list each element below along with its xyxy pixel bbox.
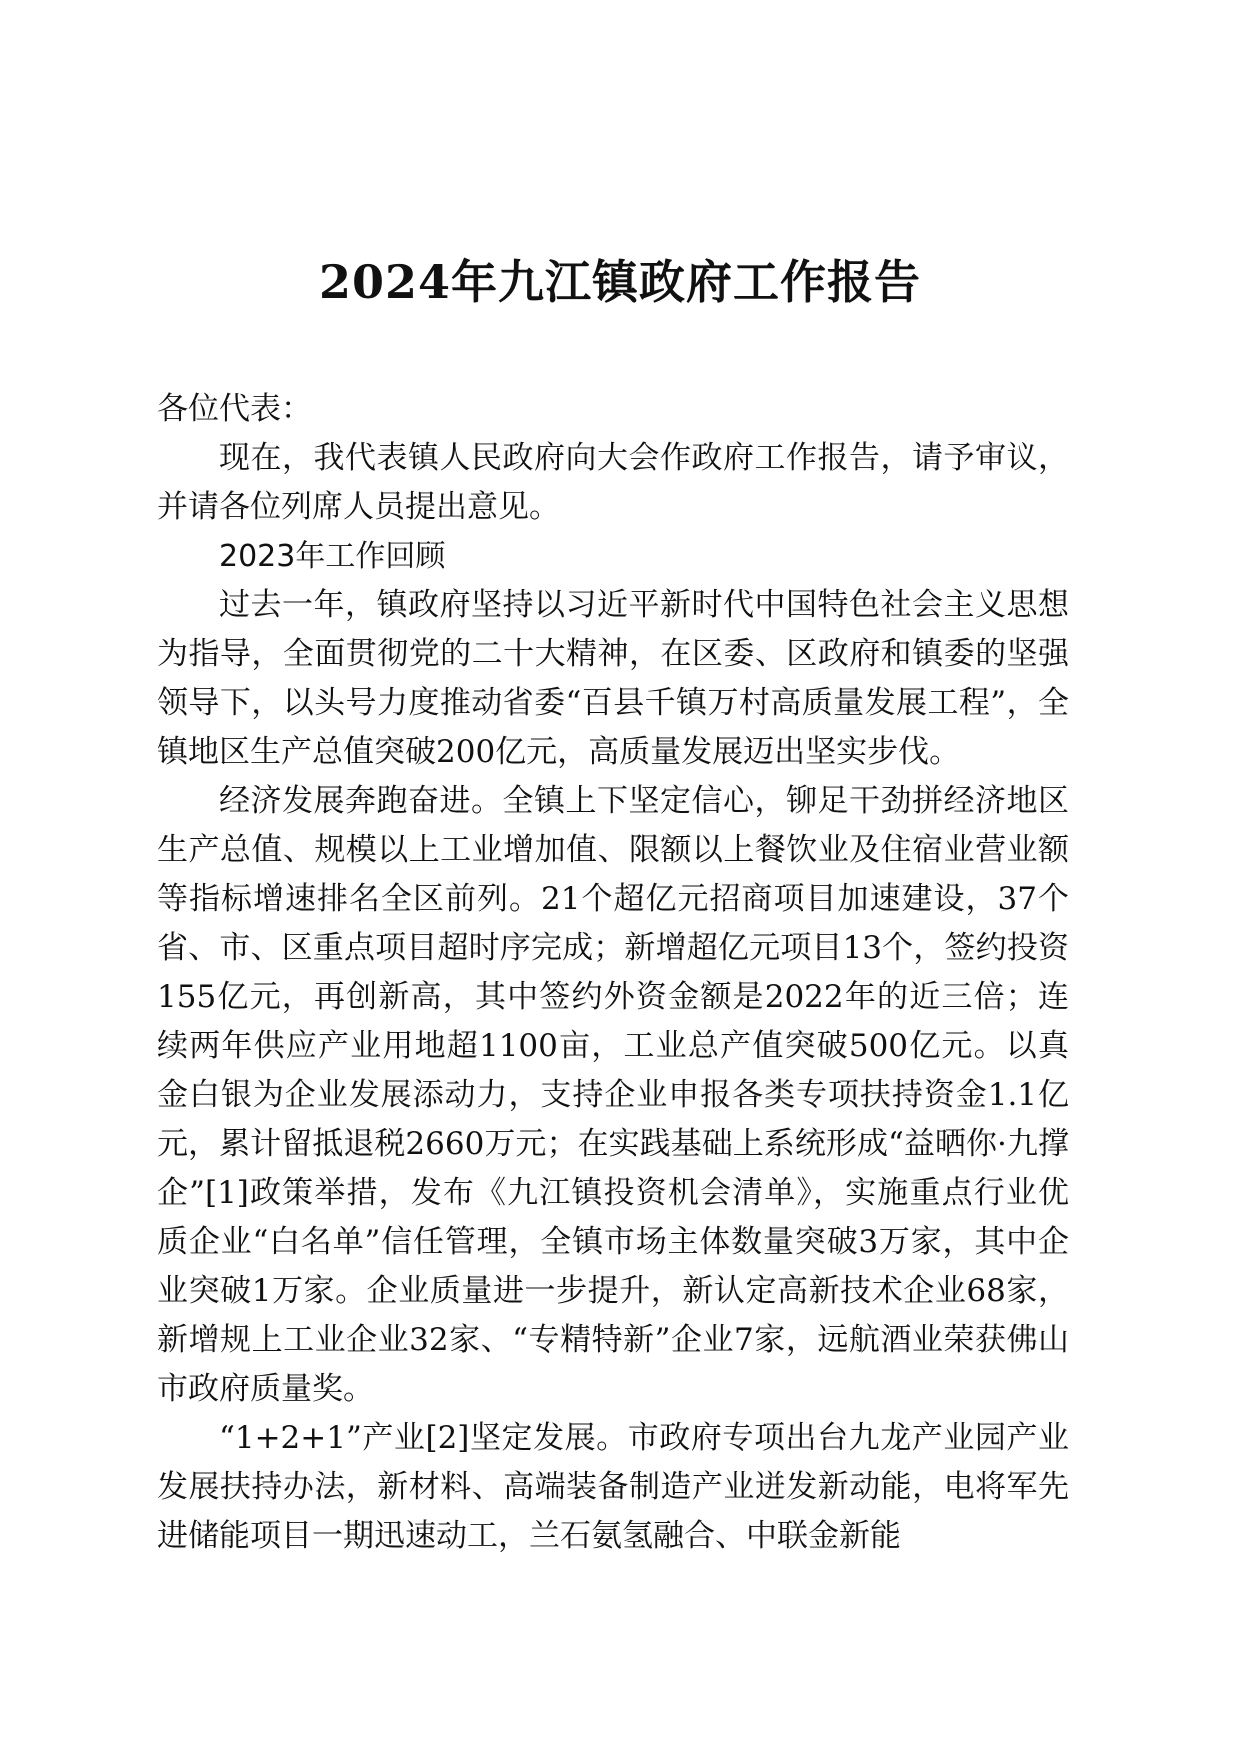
- document-title: 2024年九江镇政府工作报告: [318, 255, 922, 309]
- document-body: [157, 385, 1069, 1561]
- salutation: 各位代表：: [157, 391, 312, 427]
- paragraph-intro: 现在，我代表镇人民政府向大会作政府工作报告，请予审议，并请各位列席人员提出意见。: [157, 440, 1069, 525]
- paragraph-review: 过去一年，镇政府坚持以习近平新时代中国特色社会主义思想为指导，全面贯彻党的二十大精神，在区委、区政府和镇委的坚强领导下，以头号力度推动省委“百县千镇万村高质量发展工程”，全镇地区生产总值突破200亿元，高质量发展迈出坚实步伐。: [157, 587, 1069, 770]
- paragraph-industry: “1+2+1”产业[2]坚定发展。市政府专项出台九龙产业园产业发展扶持办法，新材料、高端装备制造产业迸发新动能，电将军先进储能项目一期迅速动工，兰石氨氢融合、中联金新能: [157, 1420, 1069, 1554]
- section-heading-2023-review: 2023年工作回顾: [219, 539, 446, 574]
- paragraph-economy: 经济发展奔跑奋进。全镇上下坚定信心，铆足干劲拼经济地区生产总值、规模以上工业增加值、限额以上餐饮业及住宿业营业额等指标增速排名全区前列。21个超亿元招商项目加速建设，37个省、市、区重点项目超时序完成；新增超亿元项目13个，签约投资155亿元，再创新高，其中签约外资金额是2022年的近三倍；连续两年供应产业用地超1100亩，工业总产值突破500亿元。以真金白银为企业发展添动力，支持企业申报各类专项扶持资金1.1亿元，累计留抵退税2660万元；在实践基础上系统形成“益晒你·九撑企”[1]政策举措，发布《九江镇投资机会清单》，实施重点行业优质企业“白名单”信任管理，全镇市场主体数量突破3万家，其中企业突破1万家。企业质量进一步提升，新认定高新技术企业68家，新增规上工业企业32家、“专精特新”企业7家，远航酒业荣获佛山市政府质量奖。: [157, 783, 1069, 1407]
